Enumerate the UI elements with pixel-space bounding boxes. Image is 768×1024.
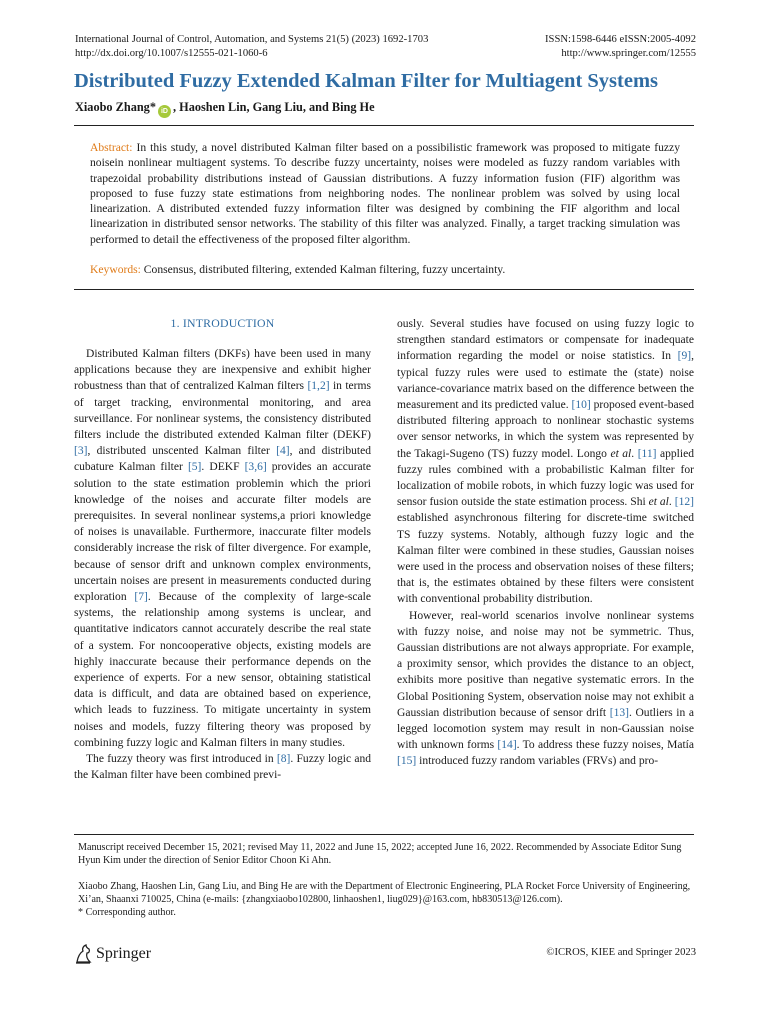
paragraph	[397, 316, 694, 608]
divider-footnotes	[74, 834, 694, 835]
text-run: .	[631, 447, 638, 460]
issn-text: ISSN:1598-6446 eISSN:2005-4092	[545, 34, 696, 45]
text-run: in terms of target tracking, environmental monitoring, and area surveillance. For nonlinear systems, the consistency distributed filters include the distributed extended Kalman filter (DEKF)	[74, 380, 371, 442]
text-run: , typical fuzzy rules were used to estimate the (state) noise variance-covariance matrix based on the difference between the measurement and its predicted value.	[397, 350, 694, 412]
right-column	[397, 316, 694, 770]
text-run: , distributed unscented Kalman filter	[87, 445, 277, 458]
citation-link[interactable]: [3]	[74, 445, 88, 458]
citation-link[interactable]: [9]	[677, 350, 692, 363]
footnote-received: Manuscript received December 15, 2021; revised May 11, 2022 and June 15, 2022; accepted June 16, 2022. Recommended by Associate Editor Sung Hyun Kim under the direction of Senior Editor Choon Ki Ahn.	[78, 842, 682, 866]
footnote-corresponding: * Corresponding author.	[78, 907, 176, 918]
author-first: Xiaobo Zhang*	[75, 100, 156, 114]
citation-link[interactable]: [11]	[637, 447, 657, 460]
text-run: established asynchronous filtering for discrete-time switched TS fuzzy systems. Notably, although fuzzy logic and the Kalman filter were combined in these studies, Gaussian noises were used in the process and observation noises of these filters; that is, the estimates obtained by these filters were consistent with conventional probability distribution.	[397, 512, 694, 606]
citation-link[interactable]: [15]	[397, 755, 417, 768]
text-run: The fuzzy theory was first introduced in	[86, 753, 277, 766]
left-column	[74, 346, 371, 783]
journal-header	[75, 33, 428, 60]
text-run: . Outliers in a legged locomotion system may result in non-Gaussian noise with unknown forms	[397, 706, 694, 752]
citation-link[interactable]: [1,2]	[307, 380, 330, 393]
citation-link[interactable]: [4]	[276, 445, 290, 458]
citation-link[interactable]: [12]	[674, 496, 694, 509]
text-run: introduced fuzzy random variables (FRVs) and pro-	[416, 755, 659, 768]
footnote-affiliation: Xiaobo Zhang, Haoshen Lin, Gang Liu, and Bing He are with the Department of Electronic Engineering, PLA Rocket Force University of Engineering, Xi’an, Shaanxi 710025, China (e-mails: {zhangxiaobo102800, linhaoshen1, liug029}@163.com, hb830513@126.com).	[78, 881, 691, 905]
citation-link[interactable]: [5]	[187, 461, 202, 474]
paper-title: Distributed Fuzzy Extended Kalman Filter for Multiagent Systems	[74, 70, 659, 92]
text-run: .	[668, 496, 675, 509]
text-run: . Because of the complexity of large-scale systems, the relationship among systems is unclear, and quantitative indicators cannot accurately describe the real state of a system. For noncooperative objects, existing models are highly inaccurate because their performance depends on the experience of experts. For a new sensor, obtaining statistical data is difficult, and data are obtained based on experience, which leads to fuzziness. To mitigate uncertainty in system noises and models, fuzzy filtering theory was proposed by combining fuzzy logic and Kalman filters in many studies.	[74, 591, 371, 749]
springer-horse-icon	[74, 944, 92, 964]
author-list	[75, 100, 375, 118]
paragraph	[74, 346, 371, 751]
text-run: et al	[610, 447, 632, 460]
text-run: provides an accurate solution to the state estimation problemin which the priori knowledge of the noises and accurate filter models are prerequisites. In several nonlinear systems,a priori knowledge of noises is unavailable. Furthermore, inaccurate filter models considerably increase the risk of filter divergence. For example, because of sensor drift and unknown complex environments, uncertain noises are present in measurements conducted during exploration	[74, 461, 372, 604]
text-run: , and distributed cubature Kalman filter	[74, 445, 371, 474]
paragraph	[397, 608, 694, 770]
text-run: applied fuzzy rules combined with a probabilistic Kalman filter for localization of mobile robots, in which fuzzy logic was used for sensor fusion outside the state estimation process. Shi	[397, 447, 695, 509]
text-run: ously. Several studies have focused on using fuzzy logic to strengthen standard estimators or compensate for inadequate information regarding the model or noise statistics. In	[397, 318, 694, 363]
springer-logo	[74, 944, 151, 964]
issn-header	[545, 33, 696, 60]
section-heading: 1. INTRODUCTION	[170, 316, 275, 330]
journal-url[interactable]: http://www.springer.com/12555	[561, 47, 696, 59]
citation-link[interactable]: [8]	[276, 753, 291, 766]
journal-citation: International Journal of Control, Automation, and Systems 21(5) (2023) 1692-1703	[75, 34, 429, 45]
keywords-text: Consensus, distributed filtering, extended Kalman filtering, fuzzy uncertainty.	[140, 263, 506, 276]
keywords	[90, 262, 680, 277]
text-run: . To address these fuzzy noises, Matía	[516, 739, 694, 752]
author-rest: , Haoshen Lin, Gang Liu, and Bing He	[172, 100, 375, 114]
text-run: et al	[648, 496, 669, 509]
citation-link[interactable]: [3,6]	[244, 461, 267, 474]
abstract	[90, 140, 680, 247]
abstract-label: Abstract:	[90, 141, 133, 154]
text-run: proposed event-based distributed filtering approach to nonlinear stochastic systems over sensor networks, in which the system was represented by the Takagi-Sugeno (TS) fuzzy model. Longo	[397, 399, 695, 460]
citation-link[interactable]: [13]	[609, 706, 629, 719]
keywords-label: Keywords:	[90, 263, 141, 276]
springer-wordmark: Springer	[96, 945, 152, 962]
abstract-text: In this study, a novel distributed Kalman filter based on a possibilistic framework was proposed to mitigate fuzzy noisein nonlinear multiagent systems. To describe fuzzy uncertainty, noises were modeled as fuzzy random variables with trapezoidal probability distributions instead of Gaussian distributions. A fuzzy information fusion (FIF) algorithm was proposed to fuse fuzzy state estimations from neighboring nodes. The nonlinear problem was solved by using local linearization. A distributed extended fuzzy information filter was designed by combining the FIF algorithm and local linearization in distributed sensor networks. The stability of this filter was analyzed. Finally, a target tracking simulation was performed to detail the effectiveness of the proposed filter algorithm.	[90, 141, 680, 246]
text-run: However, real-world scenarios involve nonlinear systems with fuzzy noise, and noise may not be symmetric. Thus, Gaussian distributions are not always appropriate. For example, a proximity sensor, which provides the distance to an object, exhibits more positive than negative systematic errors. In the Global Positioning System, observation noise may not exhibit a Gaussian distribution because of sensor drift	[397, 609, 694, 719]
text-run: Distributed Kalman filters (DKFs) have been used in many applications because they are inexpensive and exhibit higher robustness than that of centralized Kalman filters	[74, 348, 371, 393]
text-run: . Fuzzy logic and the Kalman filter have been combined previ-	[74, 753, 372, 782]
orcid-icon[interactable]: iD	[158, 105, 171, 118]
paragraph	[74, 751, 371, 783]
copyright-notice: ©ICROS, KIEE and Springer 2023	[546, 947, 696, 958]
citation-link[interactable]: [10]	[571, 399, 591, 412]
citation-link[interactable]: [7]	[134, 591, 148, 604]
text-run: . DEKF	[201, 461, 245, 474]
doi-link[interactable]: http://dx.doi.org/10.1007/s12555-021-1060-6	[75, 47, 268, 59]
divider-abstract	[74, 289, 694, 290]
citation-link[interactable]: [14]	[497, 739, 517, 752]
divider-top	[74, 125, 694, 126]
